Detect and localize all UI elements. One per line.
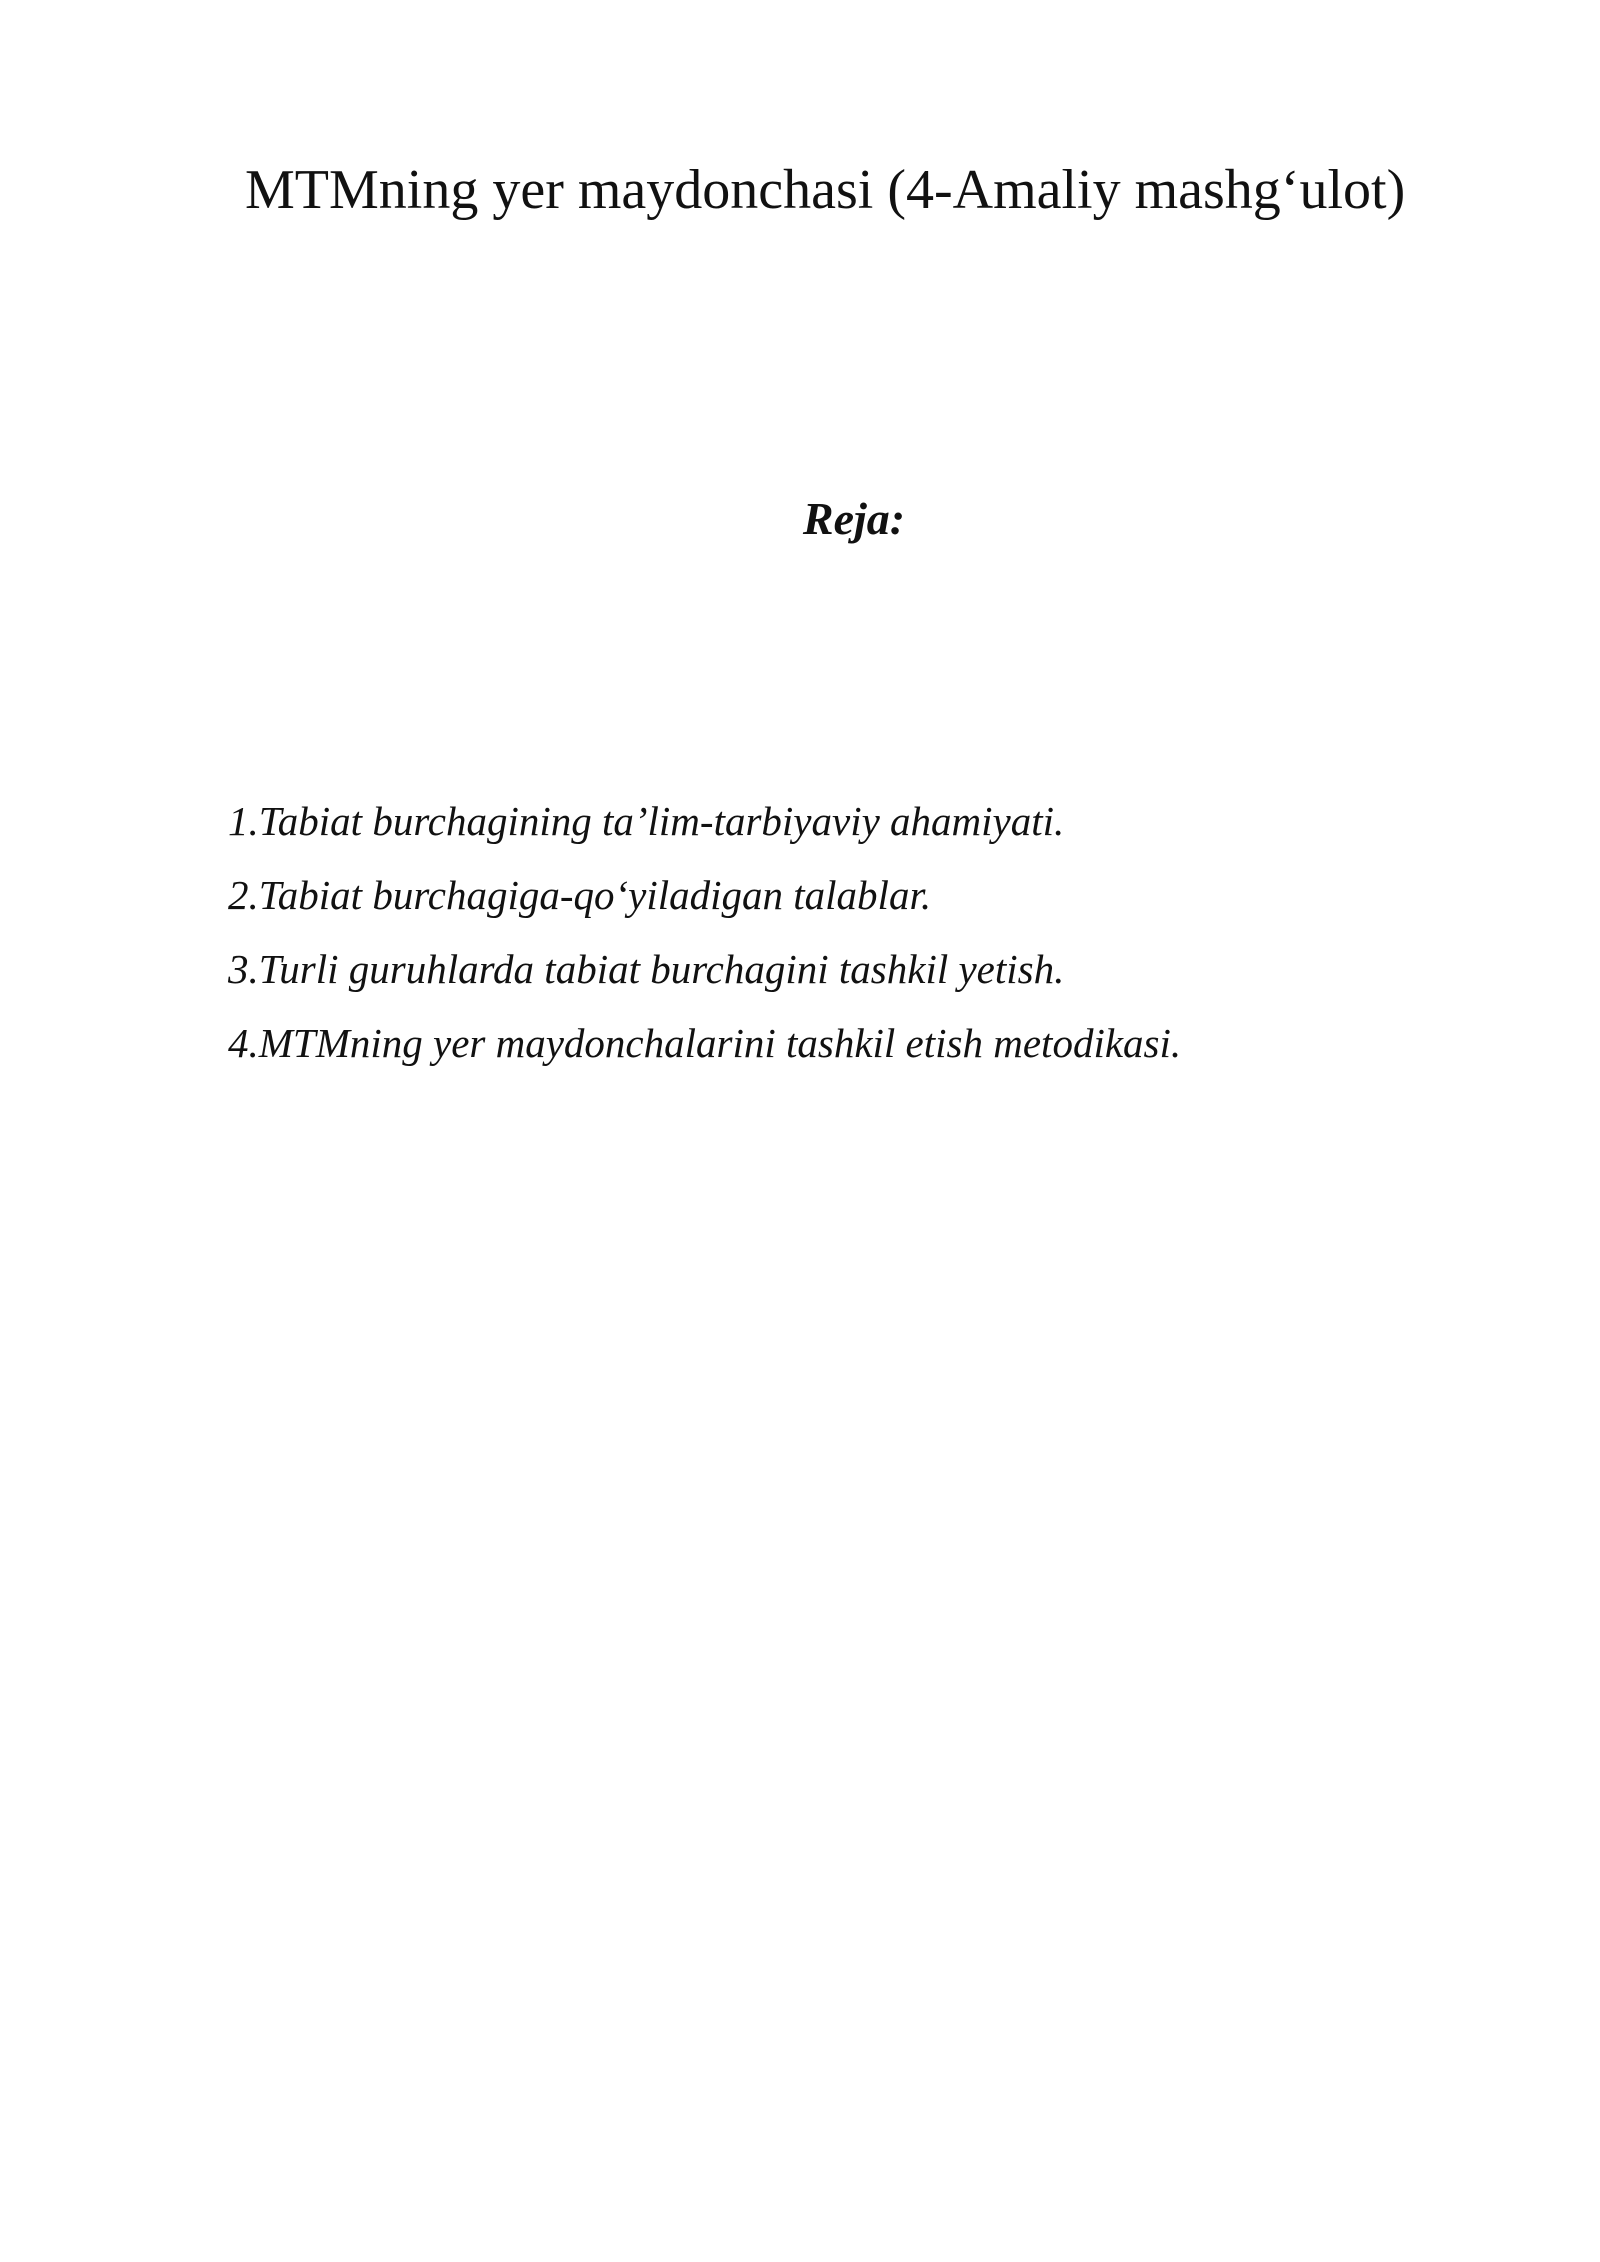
plan-item-2: 2.Tabiat burchagiga-qo‘yiladigan talablar.	[228, 872, 932, 918]
plan-heading: Reja:	[802, 493, 906, 544]
plan-list	[228, 784, 1181, 1080]
plan-item-1: 1.Tabiat burchagining ta’lim-tarbiyaviy ahamiyati.	[228, 798, 1065, 844]
plan-item-4: 4.MTMning yer maydonchalarini tashkil etish metodikasi.	[228, 1020, 1182, 1066]
document-title: MTMning yer maydonchasi (4-Amaliy mashg‘ulot)	[245, 159, 1406, 221]
plan-item-3: 3.Turli guruhlarda tabiat burchagini tashkil yetish.	[228, 946, 1065, 992]
